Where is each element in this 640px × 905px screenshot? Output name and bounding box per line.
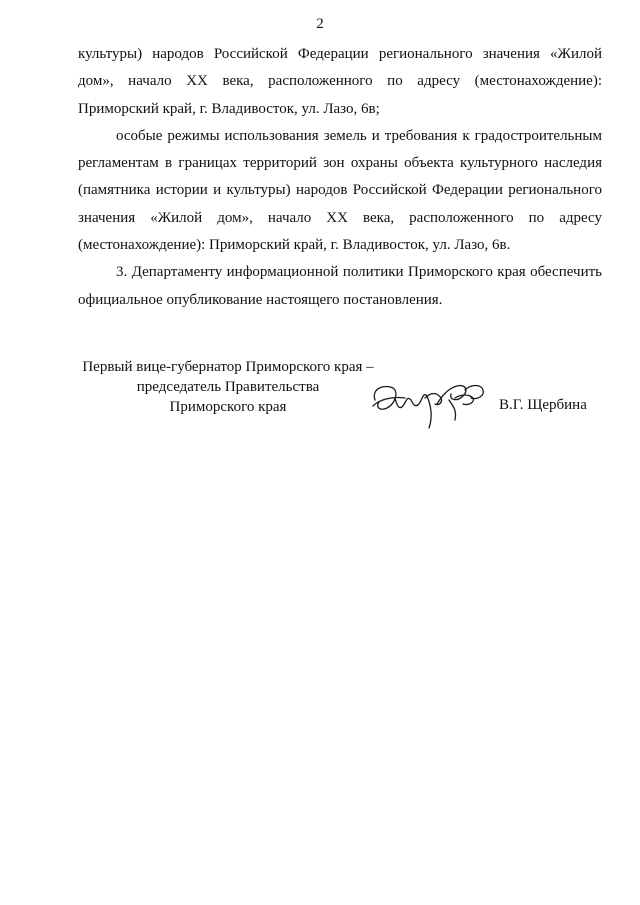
signature-block [0,357,640,437]
position-line-3: Приморского края [169,399,287,415]
position-line-1: Первый вице-губернатор Приморского края – [82,359,374,375]
paragraph-continuation: культуры) народов Российской Федерации регионального значения «Жилой дом», начало XX века, расположенного по адресу (местонахождение): Приморский край, г. Владивосток, ул. Лазо, 6в; [78,46,602,117]
position-line-2: председатель Правительства [136,379,320,395]
paragraph-publication-order: 3. Департаменту информационной политики Приморского края обеспечить официальное опубликование настоящего постановления. [78,264,602,308]
page-number: 2 [316,16,324,32]
handwritten-signature-icon [365,370,495,434]
signer-name: В.Г. Щербина [499,397,587,413]
document-body [78,41,602,314]
paragraph-special-regimes: особые режимы использования земель и требования к градостроительным регламентам в границах территорий зон охраны объекта культурного наследия (памятника истории и культуры) народов Российской Федерации регионального значения «Жилой дом», начало XX века, расположенного по адресу (местонахождение): Приморский край, г. Владивосток, ул. Лазо, 6в. [78,127,602,254]
signer-position-title [78,357,378,417]
